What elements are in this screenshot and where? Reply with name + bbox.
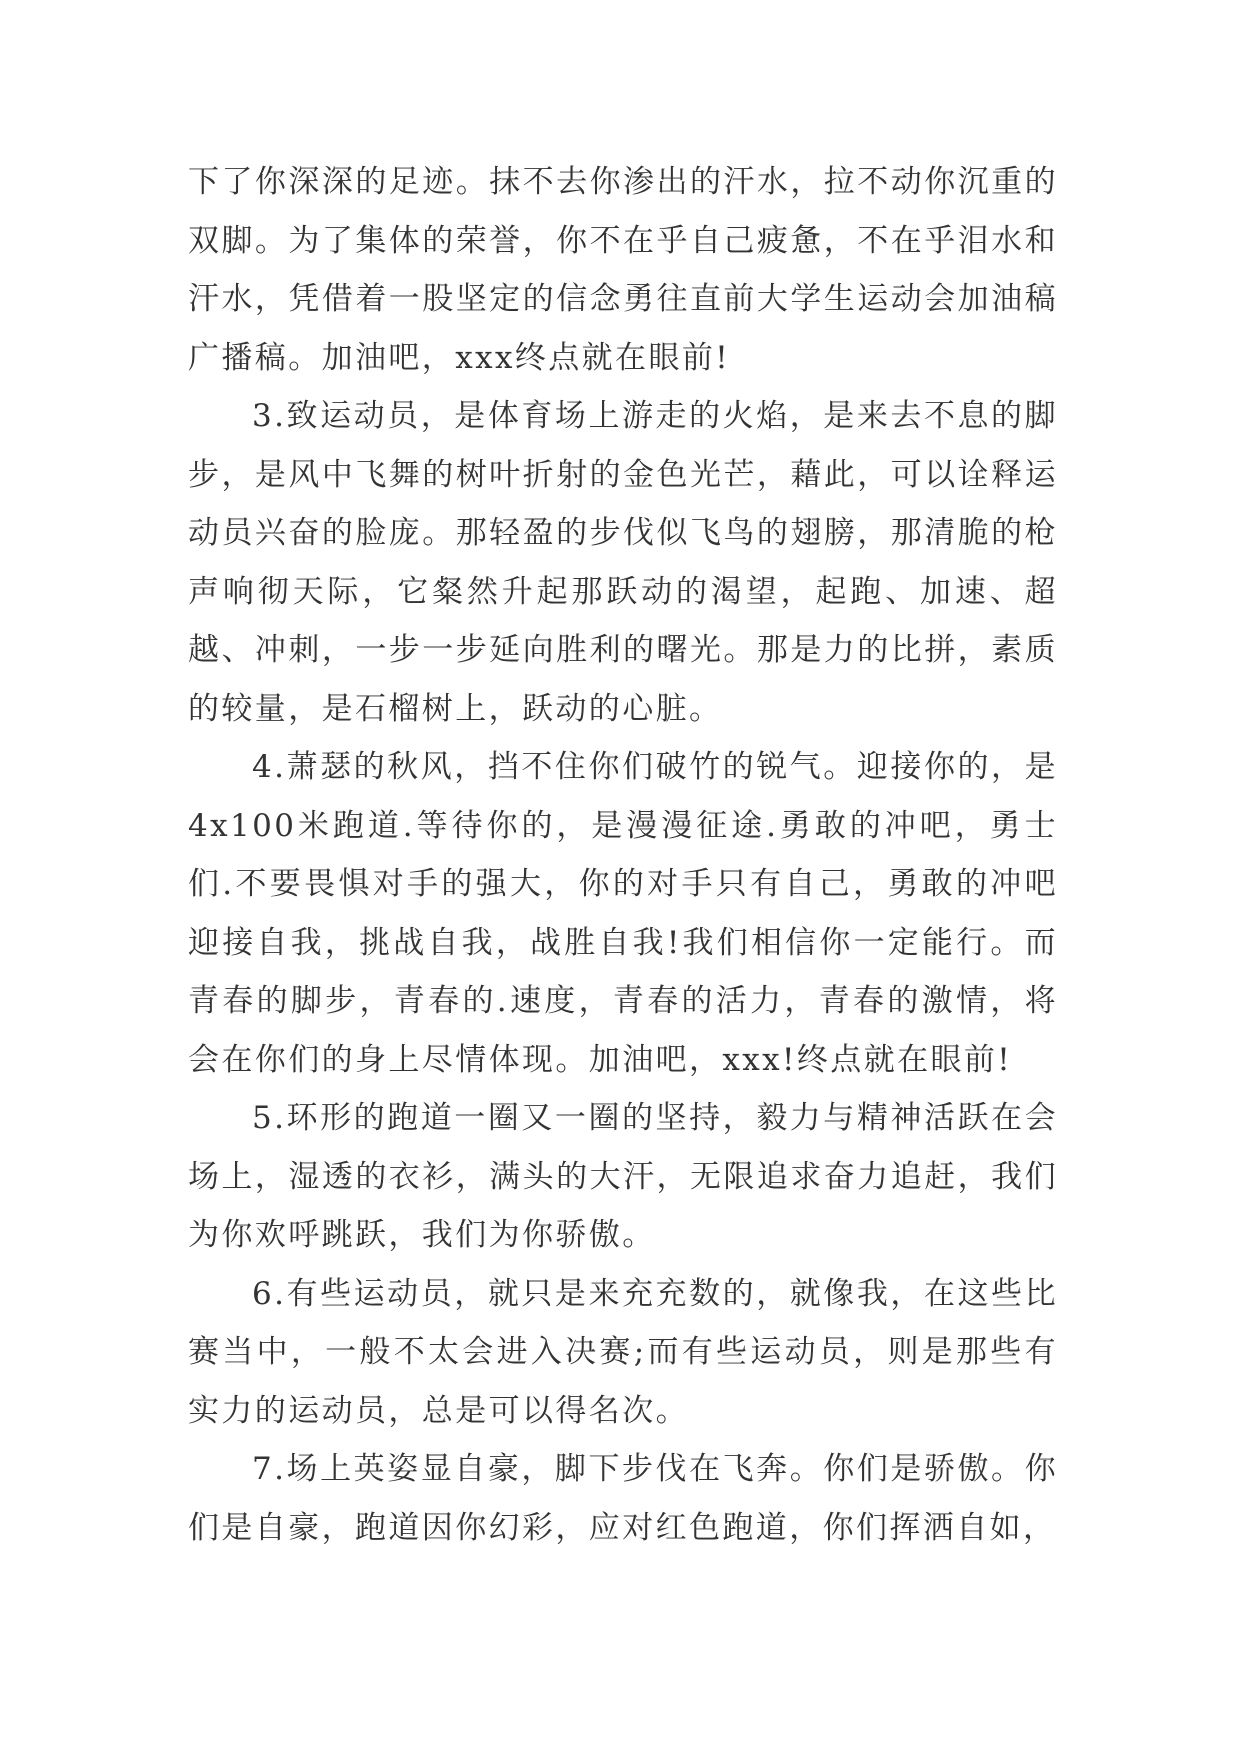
paragraph-3: 3.致运动员，是体育场上游走的火焰，是来去不息的脚步，是风中飞舞的树叶折射的金色光芒，藉此，可以诠释运动员兴奋的脸庞。那轻盈的步伐似飞鸟的翅膀，那清脆的枪声响彻天际，它粲然升起那跃动的渴望，起跑、加速、超越、冲刺，一步一步延向胜利的曙光。那是力的比拼，素质的较量，是石榴树上，跃动的心脏。 — [188, 398, 1058, 727]
document-body — [188, 153, 1058, 1557]
paragraph-4: 4.萧瑟的秋风，挡不住你们破竹的锐气。迎接你的，是4x100米跑道.等待你的，是漫漫征途.勇敢的冲吧，勇士们.不要畏惧对手的强大，你的对手只有自己，勇敢的冲吧迎接自我，挑战自我，战胜自我!我们相信你一定能行。而青春的脚步，青春的.速度，青春的活力，青春的激情，将会在你们的身上尽情体现。加油吧，xxx!终点就在眼前! — [188, 749, 1058, 1078]
paragraph-continuation: 下了你深深的足迹。抹不去你渗出的汗水，拉不动你沉重的双脚。为了集体的荣誉，你不在乎自己疲惫，不在乎泪水和汗水，凭借着一股坚定的信念勇往直前大学生运动会加油稿广播稿。加油吧，xxx终点就在眼前! — [188, 164, 1058, 376]
paragraph-6: 6.有些运动员，就只是来充充数的，就像我，在这些比赛当中，一般不太会进入决赛;而有些运动员，则是那些有实力的运动员，总是可以得名次。 — [188, 1275, 1058, 1429]
paragraph-7: 7.场上英姿显自豪，脚下步伐在飞奔。你们是骄傲。你们是自豪，跑道因你幻彩，应对红色跑道，你们挥洒自如， — [188, 1451, 1058, 1546]
paragraph-5: 5.环形的跑道一圈又一圈的坚持，毅力与精神活跃在会场上，湿透的衣衫，满头的大汗，无限追求奋力追赶，我们为你欢呼跳跃，我们为你骄傲。 — [188, 1100, 1058, 1253]
